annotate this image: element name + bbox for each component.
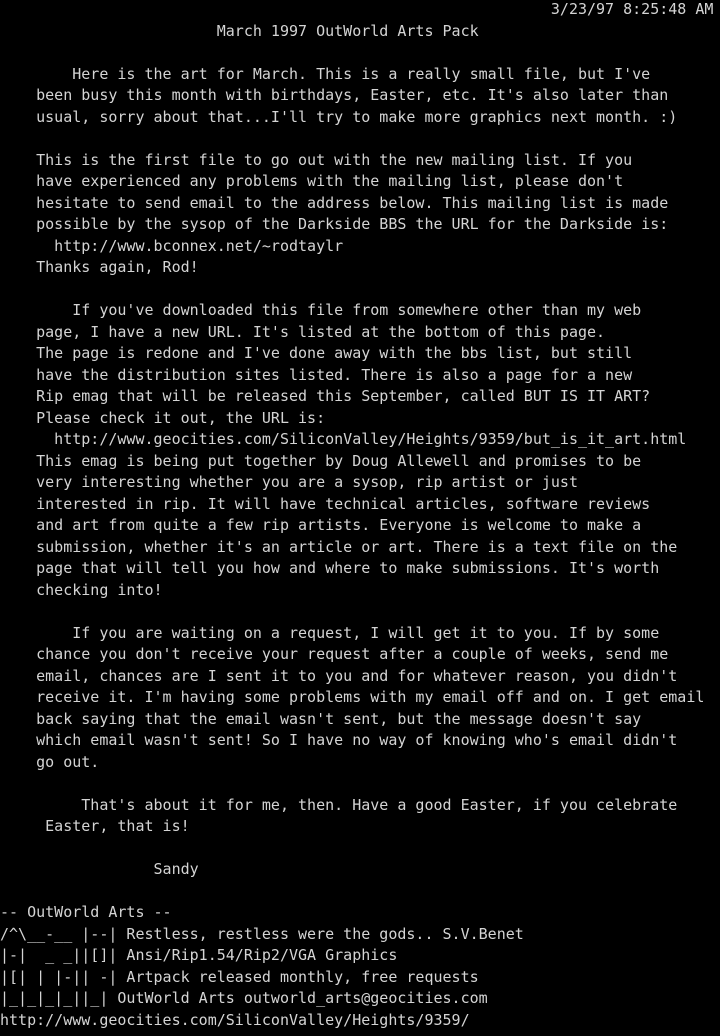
text-line: |[| | |-|| -| Artpack released monthly, free requests [0,967,479,986]
text-line: That's about it for me, then. Have a good Easter, if you celebrate [0,795,678,814]
text-line: Please check it out, the URL is: [0,408,326,427]
text-line: |-| _ _||[]| Ansi/Rip1.54/Rip2/VGA Graphics [0,946,398,964]
text-line: back saying that the email wasn't sent, but the message doesn't say [0,709,642,728]
text-line: checking into! [0,580,163,599]
text-line: been busy this month with birthdays, Easter, etc. It's also later than [0,86,669,104]
text-line: March 1997 OutWorld Arts Pack [0,21,479,40]
text-line: have the distribution sites listed. There is also a page for a new [0,365,633,384]
text-line: page that will tell you how and where to make submissions. It's worth [0,559,660,577]
text-line: -- OutWorld Arts -- [0,903,172,921]
text-line: Easter, that is! [0,817,190,835]
text-line: receive it. I'm having some problems with my email off and on. I get email [0,688,705,706]
text-line: possible by the sysop of the Darkside BBS the URL for the Darkside is: [0,215,669,233]
text-line: very interesting whether you are a sysop, rip artist or just [0,473,578,491]
text-line: This is the first file to go out with the new mailing list. If you [0,150,633,169]
text-line: |_|_|_|_||_| OutWorld Arts outworld_arts@geocities.com [0,989,488,1007]
text-line: email, chances are I sent it to you and for whatever reason, you didn't [0,666,678,685]
text-line: /^\__-__ |--| Restless, restless were the gods.. S.V.Benet [0,924,524,943]
text-line: Here is the art for March. This is a really small file, but I've [0,64,651,83]
text-line: and art from quite a few rip artists. Everyone is welcome to make a [0,516,642,534]
text-line: interested in rip. It will have technical articles, software reviews [0,494,651,513]
text-line: usual, sorry about that...I'll try to make more graphics next month. :) [0,107,678,126]
text-line: If you are waiting on a request, I will get it to you. If by some [0,623,660,642]
text-line: If you've downloaded this file from somewhere other than my web [0,301,642,319]
text-line: The page is redone and I've done away with the bbs list, but still [0,344,633,362]
text-line: which email wasn't sent! So I have no way of knowing who's email didn't [0,731,678,749]
text-line: chance you don't receive your request after a couple of weeks, send me [0,645,669,663]
text-line: Rip emag that will be released this September, called BUT IS IT ART? [0,387,651,405]
text-line: http://www.bconnex.net/~rodtaylr [0,236,344,255]
text-line: http://www.geocities.com/SiliconValley/Heights/9359/but_is_it_art.html [0,430,687,448]
text-line: Sandy [0,860,199,878]
text-line: 3/23/97 8:25:48 AM [0,0,714,18]
text-line: This emag is being put together by Doug Allewell and promises to be [0,451,642,470]
text-line: http://www.geocities.com/SiliconValley/Heights/9359/ [0,1010,470,1029]
text-line: Thanks again, Rod! [0,258,199,276]
text-line: go out. [0,752,100,771]
text-line: hesitate to send email to the address below. This mailing list is made [0,193,669,212]
text-line: have experienced any problems with the mailing list, please don't [0,172,624,190]
text-line: submission, whether it's an article or art. There is a text file on the [0,537,678,556]
text-line: page, I have a new URL. It's listed at the bottom of this page. [0,322,606,341]
